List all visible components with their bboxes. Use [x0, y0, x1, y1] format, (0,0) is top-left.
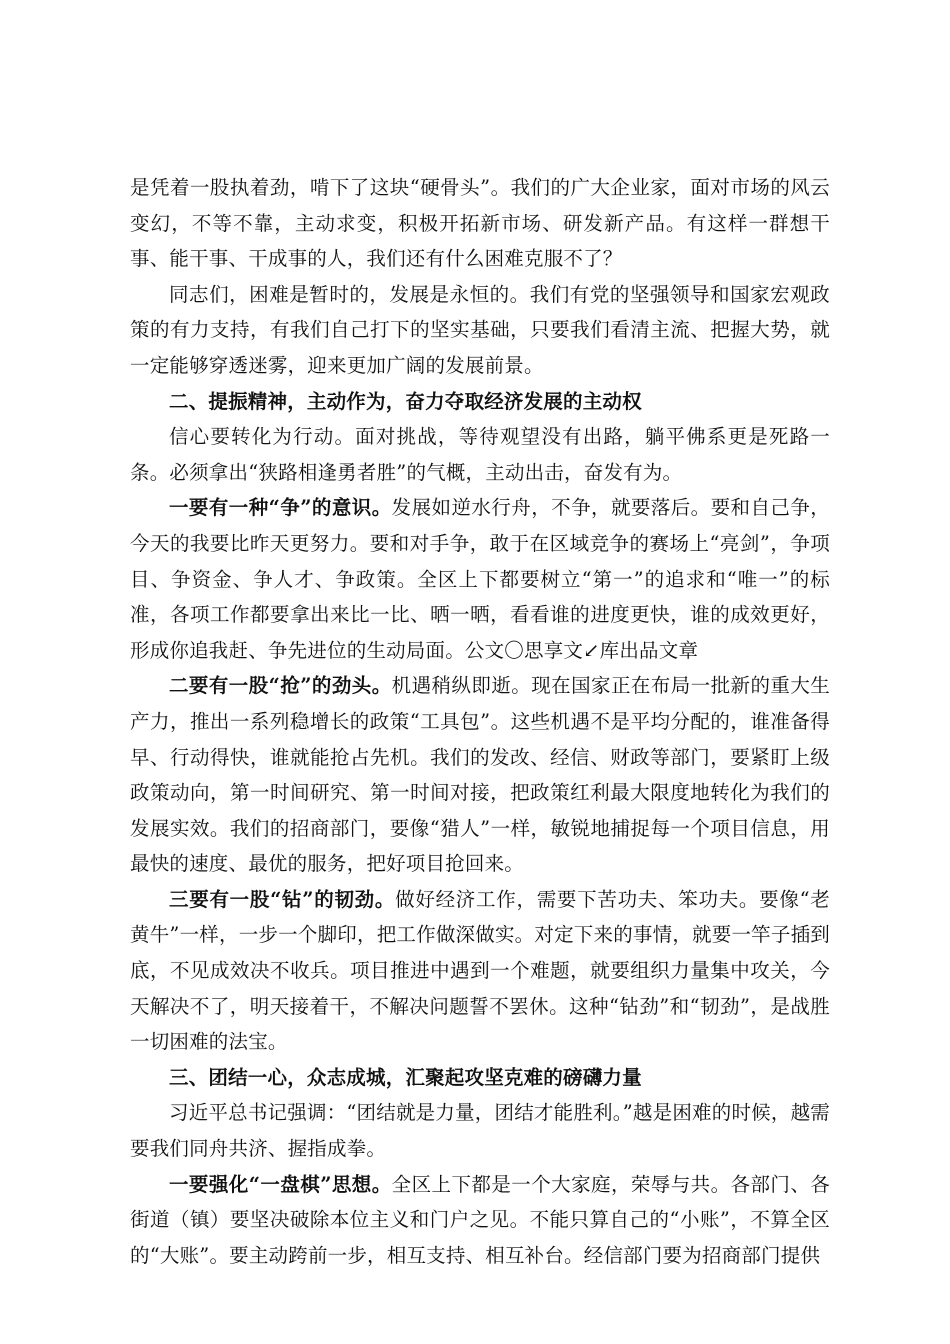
section-heading-3 — [130, 1060, 830, 1096]
paragraph-lead: 三要有一股“钻”的韧劲。 — [169, 887, 396, 911]
paragraph-text: 机遇稍纵即逝。现在国家正在布局一批新的重大生产力，推出一系列稳增长的政策“工具包”。这些机遇不是平均分配的，谁准备得早、行动得快，谁就能抢占先机。我们的发改、经信、财政等部门，要紧盯上级政策动向，第一时间研究、第一时间对接，把政策红利最大限度地转化为我们的发展实效。我们的招商部门，要像“猎人”一样，敏锐地捕捉每一个项目信息，用最快的速度、最优的服务，把好项目抢回来。 — [130, 674, 830, 876]
section-heading-2 — [130, 384, 830, 420]
paragraph-text: 发展如逆水行舟，不争，就要落后。要和自己争，今天的我要比昨天更努力。要和对手争，敢于在区域竞争的赛场上“亮剑”，争项目、争资金、争人才、争政策。全区上下都要树立“第一”的追求和“唯一”的标准，各项工作都要拿出来比一比、晒一晒，看看谁的进度更快，谁的成效更好，形成你追我赶、争先进位的生动局面。公文〇思享文↙库出品文章 — [130, 496, 830, 662]
paragraph-lead: 一要有一种“争”的意识。 — [169, 496, 392, 520]
heading-text: 三、团结一心，众志成城，汇聚起攻坚克难的磅礴力量 — [169, 1065, 642, 1089]
paragraph-text: 同志们，困难是暂时的，发展是永恒的。我们有党的坚强领导和国家宏观政策的有力支持，有我们自己打下的坚实基础，只要我们看清主流、把握大势，就一定能够穿透迷雾，迎来更加广阔的发展前景。 — [130, 282, 830, 377]
heading-text: 二、提振精神，主动作为，奋力夺取经济发展的主动权 — [169, 389, 642, 413]
document-body — [130, 170, 830, 1273]
paragraph-text: 做好经济工作，需要下苦功夫、笨功夫。要像“老黄牛”一样，一步一个脚印，把工作做深做实。对定下来的事情，就要一竿子插到底，不见成效决不收兵。项目推进中遇到一个难题，就要组织力量集中攻关，今天解决不了，明天接着干，不解决问题誓不罢休。这种“钻劲”和“韧劲”，是战胜一切困难的法宝。 — [130, 887, 830, 1054]
paragraph-continuation — [130, 170, 830, 277]
paragraph-difficulties-temporary — [130, 277, 830, 384]
paragraph-text: 习近平总书记强调：“团结就是力量，团结才能胜利。”越是困难的时候，越需要我们同舟共济、握指成拳。 — [130, 1101, 830, 1161]
paragraph-seize — [130, 668, 830, 882]
paragraph-confidence-action — [130, 419, 830, 490]
paragraph-text: 是凭着一股执着劲，啃下了这块“硬骨头”。我们的广大企业家，面对市场的风云变幻，不等不靠，主动求变，积极开拓新市场、研发新产品。有这样一群想干事、能干事、干成事的人，我们还有什么困难克服不了？ — [130, 176, 830, 271]
paragraph-compete — [130, 490, 830, 668]
paragraph-lead: 二要有一股“抢”的劲头。 — [169, 674, 392, 698]
paragraph-persevere — [130, 882, 830, 1060]
paragraph-lead: 一要强化“一盘棋”思想。 — [169, 1172, 392, 1196]
paragraph-one-chessboard — [130, 1167, 830, 1274]
paragraph-text: 全区上下都是一个大家庭，荣辱与共。各部门、各街道（镇）要坚决破除本位主义和门户之见。不能只算自己的“小账”，不算全区的“大账”。要主动跨前一步，相互支持、相互补台。经信部门要为招商部门提供 — [130, 1172, 830, 1267]
paragraph-text: 信心要转化为行动。面对挑战，等待观望没有出路，躺平佛系更是死路一条。必须拿出“狭路相逢勇者胜”的气概，主动出击，奋发有为。 — [130, 425, 830, 484]
paragraph-unity-quote — [130, 1095, 830, 1166]
